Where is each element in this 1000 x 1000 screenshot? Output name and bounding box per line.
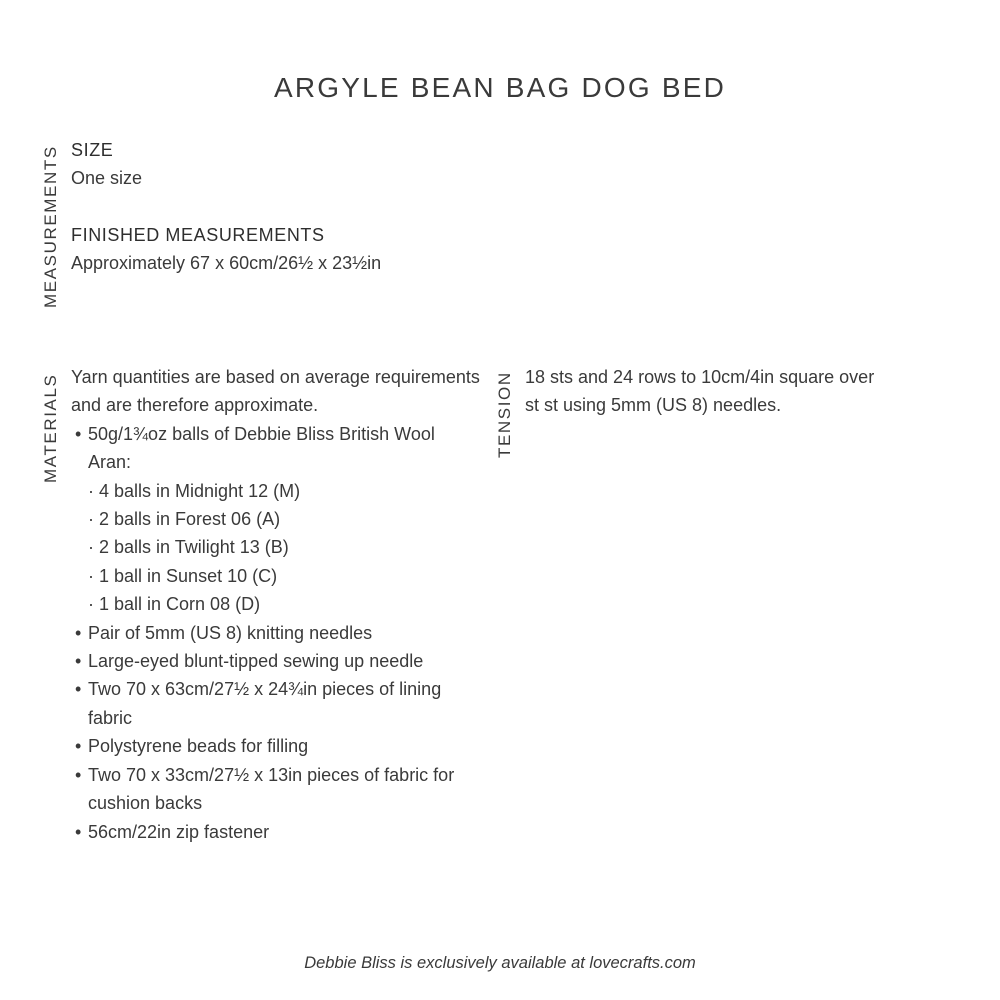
page-title: ARGYLE BEAN BAG DOG BED xyxy=(273,72,727,103)
list-item xyxy=(88,590,481,618)
yarn-colour: 1 ball in Sunset 10 (C) xyxy=(99,565,278,586)
materials-list xyxy=(71,420,481,846)
material-item: Two 70 x 63cm/27½ x 24¾in pieces of lining fabric xyxy=(88,679,442,728)
material-item: Polystyrene beads for filling xyxy=(88,736,309,757)
measurements-section-label: MEASUREMENTS xyxy=(41,145,60,308)
bullet-icon: • xyxy=(75,679,82,700)
dot-icon: · xyxy=(88,565,94,586)
list-item xyxy=(88,562,481,590)
yarn-colour: 2 balls in Twilight 13 (B) xyxy=(99,537,289,558)
yarn-colour: 2 balls in Forest 06 (A) xyxy=(99,509,281,530)
material-item: Pair of 5mm (US 8) knitting needles xyxy=(88,622,373,643)
dot-icon: · xyxy=(88,537,94,558)
footer-note: Debbie Bliss is exclusively available at lovecrafts.com xyxy=(304,954,696,972)
list-item xyxy=(71,647,481,675)
list-item xyxy=(71,675,481,732)
dot-icon: · xyxy=(88,480,94,501)
list-item xyxy=(88,477,481,505)
materials-block xyxy=(71,363,481,846)
list-item xyxy=(71,818,481,846)
yarn-colour: 1 ball in Corn 08 (D) xyxy=(99,594,261,615)
materials-intro: Yarn quantities are based on average requirements and are therefore approximate. xyxy=(71,367,480,416)
list-item xyxy=(88,505,481,533)
finished-measurements-heading: FINISHED MEASUREMENTS xyxy=(71,225,325,245)
dot-icon: · xyxy=(88,594,94,615)
list-item xyxy=(71,761,481,818)
list-item xyxy=(71,420,481,619)
bullet-icon: • xyxy=(75,764,82,785)
list-item xyxy=(88,533,481,561)
finished-measurements-block xyxy=(71,221,381,278)
size-value: One size xyxy=(71,168,143,189)
finished-measurements-value: Approximately 67 x 60cm/26½ x 23½in xyxy=(71,253,382,274)
bullet-icon: • xyxy=(75,651,82,672)
tension-section-label: TENSION xyxy=(495,371,514,458)
yarn-colour-list xyxy=(88,477,481,619)
tension-block xyxy=(525,363,885,420)
yarn-colour: 4 balls in Midnight 12 (M) xyxy=(99,480,301,501)
tension-text: 18 sts and 24 rows to 10cm/4in square over st st using 5mm (US 8) needles. xyxy=(525,367,875,416)
bullet-icon: • xyxy=(75,622,82,643)
bullet-icon: • xyxy=(75,423,82,444)
material-item: 56cm/22in zip fastener xyxy=(88,821,270,842)
list-item xyxy=(71,732,481,760)
material-item: Two 70 x 33cm/27½ x 13in pieces of fabric for cushion backs xyxy=(88,764,455,814)
bullet-icon: • xyxy=(75,736,82,757)
yarn-item: 50g/1¾oz balls of Debbie Bliss British Wool Aran: xyxy=(88,423,435,473)
materials-section-label: MATERIALS xyxy=(41,373,60,483)
bullet-icon: • xyxy=(75,821,82,842)
list-item xyxy=(71,619,481,647)
size-block xyxy=(71,136,142,193)
dot-icon: · xyxy=(88,509,94,530)
size-heading: SIZE xyxy=(71,140,114,160)
material-item: Large-eyed blunt-tipped sewing up needle xyxy=(88,651,424,672)
